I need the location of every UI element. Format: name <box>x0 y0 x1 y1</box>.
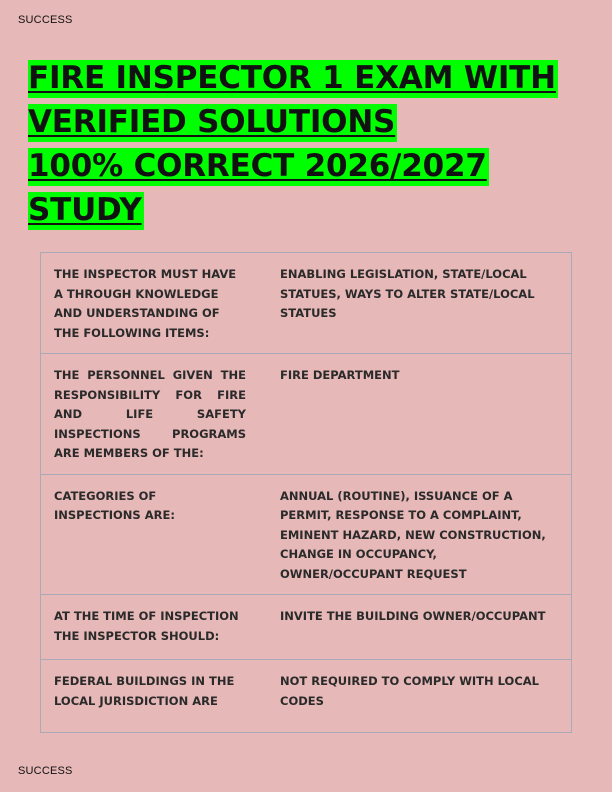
table-row <box>41 474 572 595</box>
title-line-1: FIRE INSPECTOR 1 EXAM WITH <box>28 60 556 96</box>
question-cell: FEDERAL BUILDINGS IN THE LOCAL JURISDICTION ARE <box>41 660 261 733</box>
table-row <box>41 253 572 354</box>
table-row <box>41 660 572 733</box>
question-cell: THE INSPECTOR MUST HAVE A THROUGH KNOWLEDGE AND UNDERSTANDING OF THE FOLLOWING ITEMS: <box>54 267 237 340</box>
document-title-block <box>28 56 588 232</box>
title-line-4: STUDY <box>28 192 142 228</box>
answer-cell: INVITE THE BUILDING OWNER/OCCUPANT <box>260 595 572 660</box>
document-title <box>28 56 588 232</box>
answer-cell: ANNUAL (ROUTINE), ISSUANCE OF A PERMIT, RESPONSE TO A COMPLAINT, EMINENT HAZARD, NEW CONSTRUCTION, CHANGE IN OCCUPANCY, OWNER/OCCUPANT REQUEST <box>260 474 572 595</box>
question-cell: AT THE TIME OF INSPECTION THE INSPECTOR SHOULD: <box>41 595 261 660</box>
answer-cell: NOT REQUIRED TO COMPLY WITH LOCAL CODES <box>260 660 572 733</box>
table-row <box>41 354 572 475</box>
answer-cell: ENABLING LEGISLATION, STATE/LOCAL STATUES, WAYS TO ALTER STATE/LOCAL STATUES <box>280 267 535 320</box>
title-line-3: 100% CORRECT 2026/2027 <box>28 148 487 184</box>
question-answer-table <box>40 252 572 733</box>
table-row <box>41 595 572 660</box>
page-header-label: SUCCESS <box>18 14 73 26</box>
title-line-2: VERIFIED SOLUTIONS <box>28 104 396 140</box>
page-footer-label: SUCCESS <box>18 765 73 777</box>
question-cell: CATEGORIES OF INSPECTIONS ARE: <box>41 474 261 595</box>
answer-cell: FIRE DEPARTMENT <box>260 354 572 475</box>
question-cell: THE PERSONNEL GIVEN THE RESPONSIBILITY FOR FIRE AND LIFE SAFETY INSPECTIONS PROGRAMS ARE MEMBERS OF THE: <box>41 354 261 475</box>
